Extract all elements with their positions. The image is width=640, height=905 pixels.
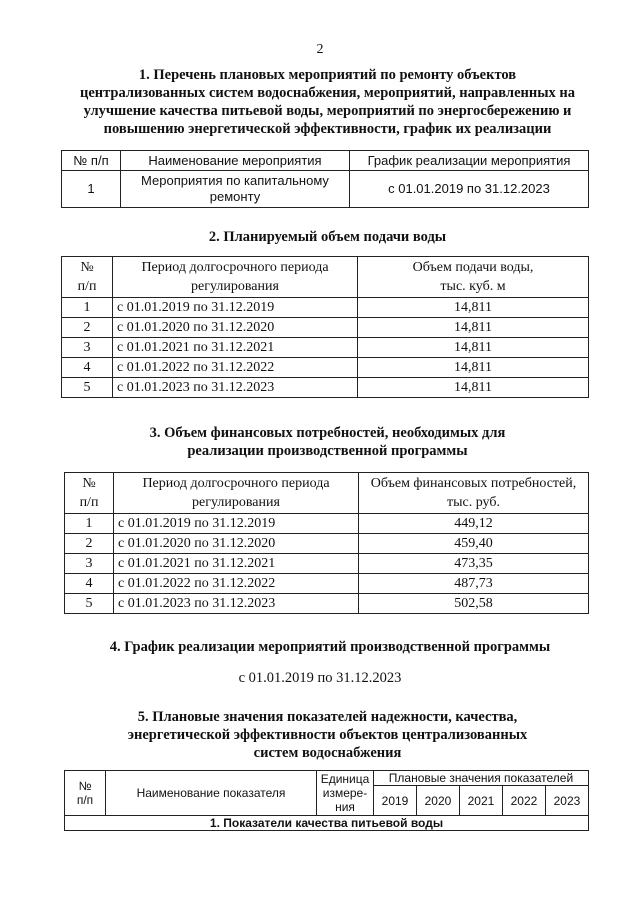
row-value: 449,12: [359, 514, 589, 534]
table-row: [65, 514, 589, 534]
row-num: 4: [65, 574, 114, 594]
header-line: измере-: [322, 786, 368, 800]
header-line: Единица: [320, 772, 370, 786]
row-num: 3: [65, 554, 114, 574]
row-num: 2: [62, 318, 113, 338]
row-num: 4: [62, 358, 113, 378]
table-row: [65, 574, 589, 594]
row-period: с 01.01.2022 по 31.12.2022: [113, 358, 358, 378]
header-year: 2021: [459, 786, 502, 816]
title-line: энергетической эффективности объектов централизованных: [127, 727, 528, 743]
row-period: с 01.01.2021 по 31.12.2021: [113, 338, 358, 358]
title-line: централизованных систем водоснабжения, мероприятий, направленных на: [79, 85, 576, 101]
header-line: п/п: [76, 793, 94, 807]
table-row: [65, 594, 589, 614]
title-line: повышению энергетической эффективности, график их реализации: [103, 121, 552, 137]
header-line: п/п: [79, 495, 99, 510]
row-value: 473,35: [359, 554, 589, 574]
header-line: регулирования: [191, 279, 279, 294]
header-line: №: [78, 779, 92, 793]
header-num: [65, 771, 106, 816]
section3-title: [50, 424, 605, 460]
row-period: с 01.01.2023 по 31.12.2023: [113, 378, 358, 398]
row-period: с 01.01.2020 по 31.12.2020: [114, 534, 359, 554]
header-year: 2022: [502, 786, 545, 816]
row-period: с 01.01.2020 по 31.12.2020: [113, 318, 358, 338]
row-period: с 01.01.2021 по 31.12.2021: [114, 554, 359, 574]
row-value: 502,58: [359, 594, 589, 614]
row-schedule: с 01.01.2019 по 31.12.2023: [350, 171, 589, 208]
row-value: 487,73: [359, 574, 589, 594]
header-value: [358, 257, 589, 298]
row-value: 14,811: [358, 298, 589, 318]
name-line: ремонту: [209, 189, 261, 204]
table-row: [62, 318, 589, 338]
header-line: Период долгосрочного периода: [142, 476, 330, 491]
header-line: тыс. куб. м: [440, 279, 506, 294]
row-period: с 01.01.2023 по 31.12.2023: [114, 594, 359, 614]
table-row: [62, 378, 589, 398]
header-year: 2023: [545, 786, 588, 816]
table-row: [62, 171, 589, 208]
row-num: 5: [62, 378, 113, 398]
header-num: № п/п: [62, 151, 121, 171]
section5-title: [50, 708, 605, 762]
row-value: 14,811: [358, 358, 589, 378]
table-header-row: [65, 771, 589, 786]
section4-period: с 01.01.2019 по 31.12.2023: [238, 670, 402, 686]
section4-title: 4. График реализации мероприятий производственной программы: [109, 639, 551, 655]
row-num: 5: [65, 594, 114, 614]
section-row-quality: 1. Показатели качества питьевой воды: [65, 816, 589, 831]
table-header-row: [65, 473, 589, 514]
title-line: 5. Плановые значения показателей надежности, качества,: [137, 709, 518, 725]
row-num: 2: [65, 534, 114, 554]
name-line: Мероприятия по капитальному: [141, 173, 329, 188]
title-line: реализации производственной программы: [187, 443, 468, 459]
section2-title: 2. Планируемый объем подачи воды: [208, 229, 447, 245]
table-row: [62, 358, 589, 378]
row-value: 14,811: [358, 338, 589, 358]
row-num: 1: [62, 298, 113, 318]
row-period: с 01.01.2019 по 31.12.2019: [113, 298, 358, 318]
table-row: [62, 298, 589, 318]
header-line: №: [82, 476, 96, 491]
header-year: 2019: [374, 786, 417, 816]
table-row: [65, 534, 589, 554]
title-line: 1. Перечень плановых мероприятий по ремонту объектов: [138, 67, 517, 83]
header-num: [65, 473, 114, 514]
title-line: 3. Объем финансовых потребностей, необходимых для: [149, 425, 506, 441]
header-line: №: [80, 260, 94, 275]
row-num: 1: [65, 514, 114, 534]
row-num: 3: [62, 338, 113, 358]
header-num: [62, 257, 113, 298]
header-year: 2020: [416, 786, 459, 816]
header-value: [359, 473, 589, 514]
row-name: [121, 171, 350, 208]
row-num: 1: [62, 171, 121, 208]
table-header-row: [62, 151, 589, 171]
row-period: с 01.01.2022 по 31.12.2022: [114, 574, 359, 594]
row-value: 459,40: [359, 534, 589, 554]
header-line: ния: [335, 800, 355, 814]
header-planned-values: Плановые значения показателей: [374, 771, 589, 786]
table-row: [62, 338, 589, 358]
header-line: Период долгосрочного периода: [141, 260, 329, 275]
table-row: [65, 554, 589, 574]
header-line: п/п: [77, 279, 97, 294]
title-line: систем водоснабжения: [253, 745, 402, 761]
header-line: Объем финансовых потребностей,: [370, 476, 577, 491]
table-section-row: [65, 816, 589, 831]
header-line: регулирования: [192, 495, 280, 510]
header-line: тыс. руб.: [447, 495, 500, 510]
header-indicator-name: Наименование показателя: [106, 771, 317, 816]
row-period: с 01.01.2019 по 31.12.2019: [114, 514, 359, 534]
row-value: 14,811: [358, 378, 589, 398]
header-unit: [317, 771, 374, 816]
water-supply-table: [61, 256, 589, 398]
page-number: 2: [316, 42, 324, 57]
header-period: [114, 473, 359, 514]
measures-table: [61, 150, 589, 208]
header-schedule: График реализации мероприятия: [350, 151, 589, 171]
indicators-table: [64, 770, 589, 831]
section1-title: [50, 66, 605, 138]
table-header-row: [62, 257, 589, 298]
header-period: [113, 257, 358, 298]
title-line: улучшение качества питьевой воды, мероприятий по энергосбережению и: [83, 103, 572, 119]
header-line: Объем подачи воды,: [412, 260, 534, 275]
financial-needs-table: [64, 472, 589, 614]
row-value: 14,811: [358, 318, 589, 338]
header-name: Наименование мероприятия: [121, 151, 350, 171]
